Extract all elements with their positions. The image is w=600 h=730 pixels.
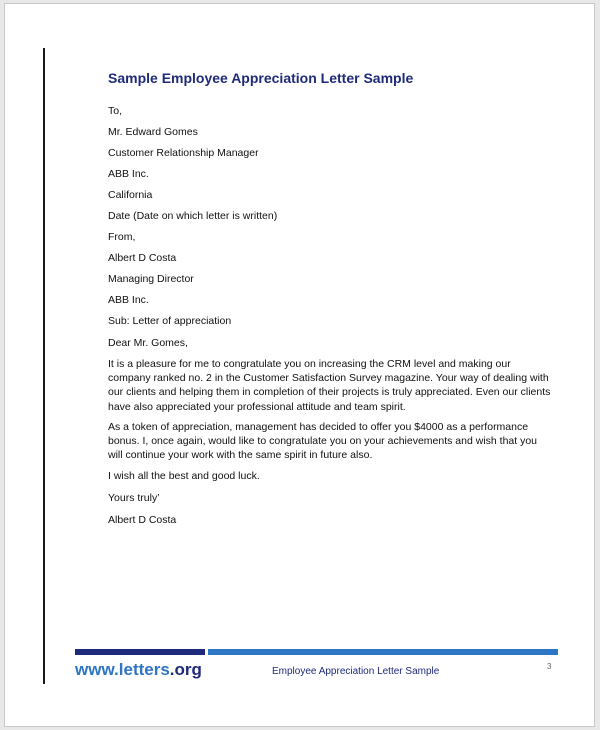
sender-title: Managing Director: [108, 273, 194, 285]
left-margin-rule: [43, 48, 45, 684]
footer-logo-domain: www.letters: [75, 660, 170, 679]
page-number: 3: [547, 662, 552, 671]
sender-name: Albert D Costa: [108, 252, 177, 264]
footer-bar-dark: [75, 649, 205, 655]
document-title: Sample Employee Appreciation Letter Sample: [108, 70, 414, 86]
from-label: From,: [108, 231, 136, 243]
letter-date: Date (Date on which letter is written): [108, 210, 278, 222]
document-page: [4, 3, 595, 727]
recipient-title: Customer Relationship Manager: [108, 147, 259, 159]
footer-bar-light: [208, 649, 558, 655]
footer-caption: Employee Appreciation Letter Sample: [272, 666, 440, 677]
recipient-name: Mr. Edward Gomes: [108, 126, 198, 138]
body-paragraph-2: As a token of appreciation, management has decided to offer you $4000 as a performance bonus. I, once again, would like to congratulate you on your achievements and wish that you will continue your work with the same spirit in future also.: [108, 421, 538, 462]
recipient-company: ABB Inc.: [108, 168, 149, 180]
signature-name: Albert D Costa: [108, 514, 177, 526]
subject-line: Sub: Letter of appreciation: [108, 315, 232, 327]
closing-wish: I wish all the best and good luck.: [108, 470, 260, 482]
footer-logo-tld: .org: [169, 660, 202, 679]
sender-company: ABB Inc.: [108, 294, 149, 306]
body-paragraph-1: It is a pleasure for me to congratulate you on increasing the CRM level and making our company ranked no. 2 in the Customer Satisfaction Survey magazine. Your way of dealing with our clients and helping them in completion of their projects is truly appreciated. Even our clients have also appreciated your professional attitude and team spirit.: [108, 358, 551, 413]
recipient-location: California: [108, 189, 153, 201]
salutation-to: To,: [108, 105, 123, 117]
footer-logo: [75, 660, 202, 680]
sign-off: Yours truly’: [108, 492, 160, 504]
greeting: Dear Mr. Gomes,: [108, 337, 188, 349]
